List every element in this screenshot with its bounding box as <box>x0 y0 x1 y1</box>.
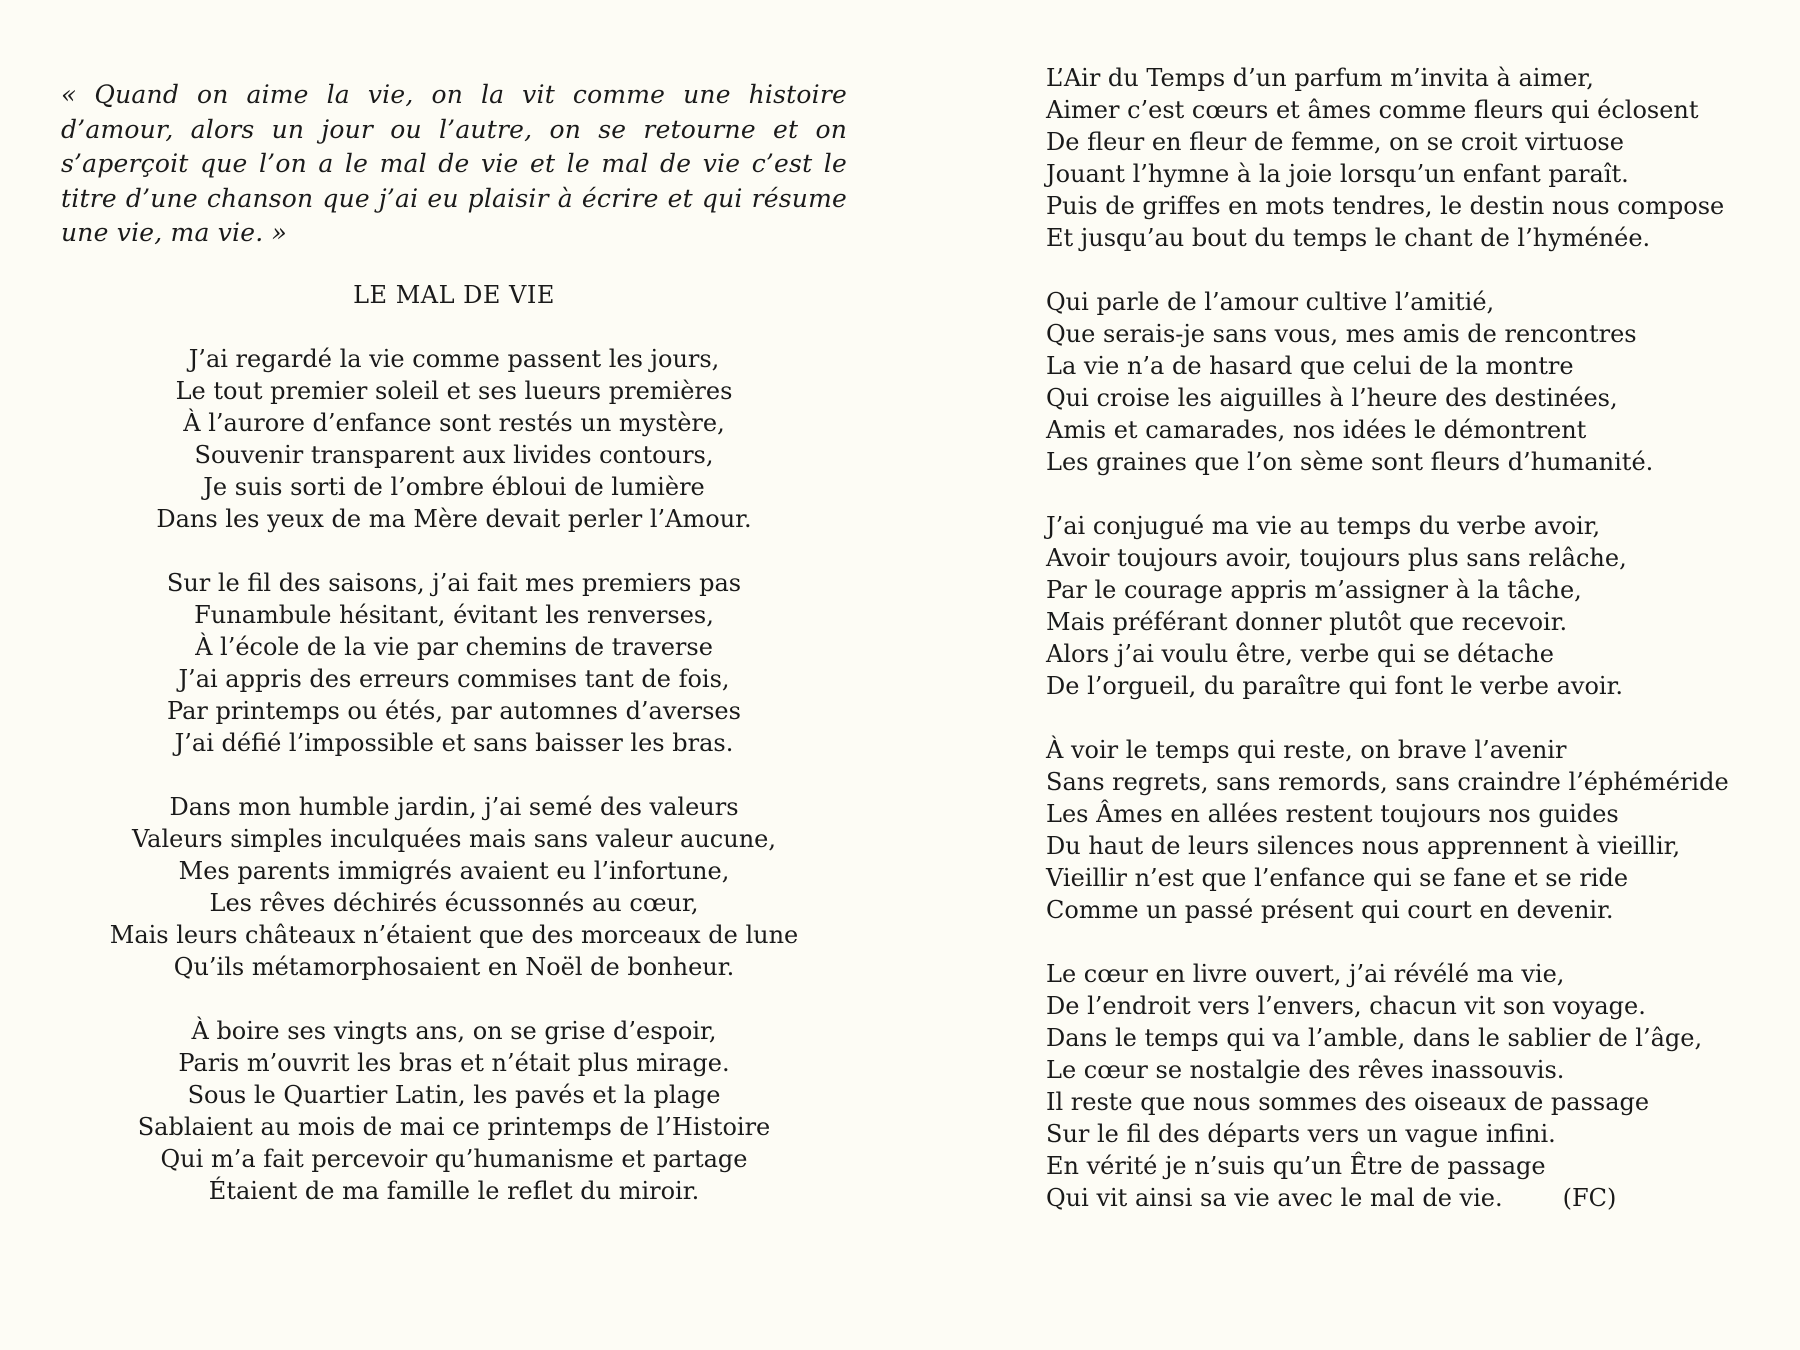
poem-line-text: J’ai défié l’impossible et sans baisser les bras. <box>174 728 734 757</box>
poem-line-text: Les graines que l’on sème sont fleurs d’humanité. <box>1046 448 1654 476</box>
poem-line <box>61 791 847 823</box>
poem-line-text: Dans le temps qui va l’amble, dans le sablier de l’âge, <box>1046 1024 1703 1052</box>
poem-line-text: Alors j’ai voulu être, verbe qui se détache <box>1046 640 1554 668</box>
poem-line <box>1046 382 1746 414</box>
poem-line <box>1046 574 1746 606</box>
poem-line-text: Sur le fil des départs vers un vague infini. <box>1046 1120 1556 1148</box>
poem-line <box>61 631 847 663</box>
poem-line <box>1046 766 1746 798</box>
poem-line <box>1046 894 1746 926</box>
poem-line <box>61 343 847 375</box>
poem-line <box>61 1079 847 1111</box>
poem-line <box>61 439 847 471</box>
poem-title: LE MAL DE VIE <box>353 280 555 309</box>
poem-line <box>1046 126 1746 158</box>
poem-line <box>1046 1054 1746 1086</box>
poem-line-text: La vie n’a de hasard que celui de la montre <box>1046 352 1574 380</box>
poem-line <box>61 1015 847 1047</box>
poem-line-text: Vieillir n’est que l’enfance qui se fane et se ride <box>1046 864 1629 892</box>
poem-line <box>61 663 847 695</box>
stanza <box>61 343 847 535</box>
intro-quote: « Quand on aime la vie, on la vit comme une histoire d’amour, alors un jour ou l’autre, on se retourne et on s’aperçoit que l’on a le mal de vie et le mal de vie c’est le titre d’une chanson que j’ai eu plaisir à écrire et qui résume une vie, ma vie. » <box>61 80 847 247</box>
stanza <box>1046 734 1746 926</box>
stanza <box>61 1015 847 1207</box>
poem-line-text: À voir le temps qui reste, on brave l’avenir <box>1046 736 1567 764</box>
poem-line-text: De fleur en fleur de femme, on se croit virtuose <box>1046 128 1624 156</box>
poem-line <box>1046 414 1746 446</box>
poem-line <box>61 1111 847 1143</box>
poem-line-text: Les Âmes en allées restent toujours nos guides <box>1046 800 1619 828</box>
poem-line-text: Par printemps ou étés, par automnes d’averses <box>167 696 741 725</box>
stanza <box>61 791 847 983</box>
poem-line-text: Que serais-je sans vous, mes amis de rencontres <box>1046 320 1637 348</box>
poem-line-text: À l’école de la vie par chemins de traverse <box>195 632 713 661</box>
poem-line-text: Valeurs simples inculquées mais sans valeur aucune, <box>132 824 776 853</box>
poem-line-text: Souvenir transparent aux livides contours, <box>194 440 714 469</box>
poem-line-text: Qui vit ainsi sa vie avec le mal de vie. <box>1046 1184 1503 1212</box>
poem-line-text: Comme un passé présent qui court en devenir. <box>1046 896 1614 924</box>
poem-line <box>61 599 847 631</box>
poem-line-text: Qu’ils métamorphosaient en Noël de bonheur. <box>173 952 735 981</box>
poem-line-text: Dans les yeux de ma Mère devait perler l’Amour. <box>156 504 752 533</box>
poem-line-text: Du haut de leurs silences nous apprennent à vieillir, <box>1046 832 1681 860</box>
poem-line <box>1046 510 1746 542</box>
poem-line-text: Sans regrets, sans remords, sans craindre l’éphéméride <box>1046 768 1729 796</box>
poem-line <box>1046 542 1746 574</box>
poem-line <box>1046 190 1746 222</box>
poem-line <box>61 1175 847 1207</box>
poem-line-text: J’ai conjugué ma vie au temps du verbe avoir, <box>1046 512 1601 540</box>
poem-line-text: Qui parle de l’amour cultive l’amitié, <box>1046 288 1495 316</box>
poem-line-text: De l’endroit vers l’envers, chacun vit son voyage. <box>1046 992 1646 1020</box>
poem-line <box>61 1143 847 1175</box>
right-stanzas <box>1046 62 1746 1214</box>
poem-line-text: Je suis sorti de l’ombre ébloui de lumière <box>203 472 705 501</box>
poem-line <box>1046 798 1746 830</box>
poem-line-text: Qui croise les aiguilles à l’heure des destinées, <box>1046 384 1618 412</box>
poem-line-text: De l’orgueil, du paraître qui font le verbe avoir. <box>1046 672 1624 700</box>
poem-line-text: Mais leurs châteaux n’étaient que des morceaux de lune <box>109 920 799 949</box>
stanza <box>61 567 847 759</box>
poem-line <box>1046 958 1746 990</box>
poem-line-text: L’Air du Temps d’un parfum m’invita à aimer, <box>1046 64 1594 92</box>
stanza <box>1046 286 1746 478</box>
poem-line <box>1046 350 1746 382</box>
author-signature: (FC) <box>1562 1184 1617 1212</box>
poem-line-text: Dans mon humble jardin, j’ai semé des valeurs <box>169 792 739 821</box>
poem-line-text: Par le courage appris m’assigner à la tâche, <box>1046 576 1582 604</box>
poem-line <box>1046 286 1746 318</box>
poem-line <box>1046 446 1746 478</box>
stanza <box>1046 510 1746 702</box>
poem-line-text: Funambule hésitant, évitant les renverses, <box>194 600 714 629</box>
poem-line-text: Aimer c’est cœurs et âmes comme fleurs qui éclosent <box>1046 96 1699 124</box>
poem-line-text: Le cœur se nostalgie des rêves inassouvis. <box>1046 1056 1565 1084</box>
poem-line <box>61 471 847 503</box>
poem-line-text: J’ai appris des erreurs commises tant de fois, <box>178 664 730 693</box>
poem-line-text: Amis et camarades, nos idées le démontrent <box>1046 416 1587 444</box>
poem-line <box>1046 670 1746 702</box>
poem-line <box>61 919 847 951</box>
poem-line <box>1046 990 1746 1022</box>
poem-line <box>1046 638 1746 670</box>
poem-line <box>1046 1086 1746 1118</box>
poem-line <box>61 567 847 599</box>
poem-line <box>1046 1022 1746 1054</box>
poem-line <box>1046 606 1746 638</box>
poem-line-text: Le cœur en livre ouvert, j’ai révélé ma vie, <box>1046 960 1565 988</box>
poem-line-text: À l’aurore d’enfance sont restés un mystère, <box>183 408 725 437</box>
left-stanzas <box>61 343 847 1207</box>
stanza <box>1046 958 1746 1214</box>
poem-line <box>61 407 847 439</box>
poem-line-text: Et jusqu’au bout du temps le chant de l’hyménée. <box>1046 224 1651 252</box>
poem-line-text: À boire ses vingts ans, on se grise d’espoir, <box>191 1016 717 1045</box>
poem-line-text: J’ai regardé la vie comme passent les jours, <box>188 344 720 373</box>
poem-line <box>1046 734 1746 766</box>
poem-line-text: Avoir toujours avoir, toujours plus sans relâche, <box>1046 544 1627 572</box>
poem-line-text: Sous le Quartier Latin, les pavés et la plage <box>187 1080 721 1109</box>
poem-line <box>61 375 847 407</box>
poem-line <box>61 823 847 855</box>
poem-line <box>61 1047 847 1079</box>
left-column <box>61 78 847 1207</box>
poem-line-text: En vérité je n’suis qu’un Être de passage <box>1046 1152 1546 1180</box>
poem-line <box>1046 1150 1746 1182</box>
poem-line <box>1046 1182 1746 1214</box>
poem-line-text: Sur le fil des saisons, j’ai fait mes premiers pas <box>166 568 742 597</box>
poem-line <box>1046 1118 1746 1150</box>
poem-line-text: Puis de griffes en mots tendres, le destin nous compose <box>1046 192 1725 220</box>
poem-line <box>61 887 847 919</box>
poem-line-text: Jouant l’hymne à la joie lorsqu’un enfant paraît. <box>1046 160 1629 188</box>
poem-line <box>1046 862 1746 894</box>
poem-line-text: Mais préférant donner plutôt que recevoir. <box>1046 608 1568 636</box>
poem-line-text: Le tout premier soleil et ses lueurs premières <box>175 376 733 405</box>
poem-line <box>61 727 847 759</box>
poem-line <box>1046 62 1746 94</box>
poem-line-text: Sablaient au mois de mai ce printemps de l’Histoire <box>137 1112 771 1141</box>
poem-line-text: Qui m’a fait percevoir qu’humanisme et partage <box>160 1144 748 1173</box>
poem-line-text: Étaient de ma famille le reflet du miroir. <box>208 1176 700 1205</box>
poem-line <box>61 695 847 727</box>
stanza <box>1046 62 1746 254</box>
poem-line-text: Les rêves déchirés écussonnés au cœur, <box>209 888 699 917</box>
poem-line <box>61 503 847 535</box>
right-column <box>1046 62 1746 1214</box>
poem-line <box>1046 94 1746 126</box>
poem-line-text: Mes parents immigrés avaient eu l’infortune, <box>178 856 730 885</box>
poem-line-text: Il reste que nous sommes des oiseaux de passage <box>1046 1088 1650 1116</box>
poem-line <box>1046 830 1746 862</box>
poem-line <box>61 951 847 983</box>
poem-line <box>1046 222 1746 254</box>
poem-line <box>61 855 847 887</box>
poem-line-text: Paris m’ouvrit les bras et n’était plus mirage. <box>178 1048 730 1077</box>
poem-line <box>1046 318 1746 350</box>
poem-line <box>1046 158 1746 190</box>
